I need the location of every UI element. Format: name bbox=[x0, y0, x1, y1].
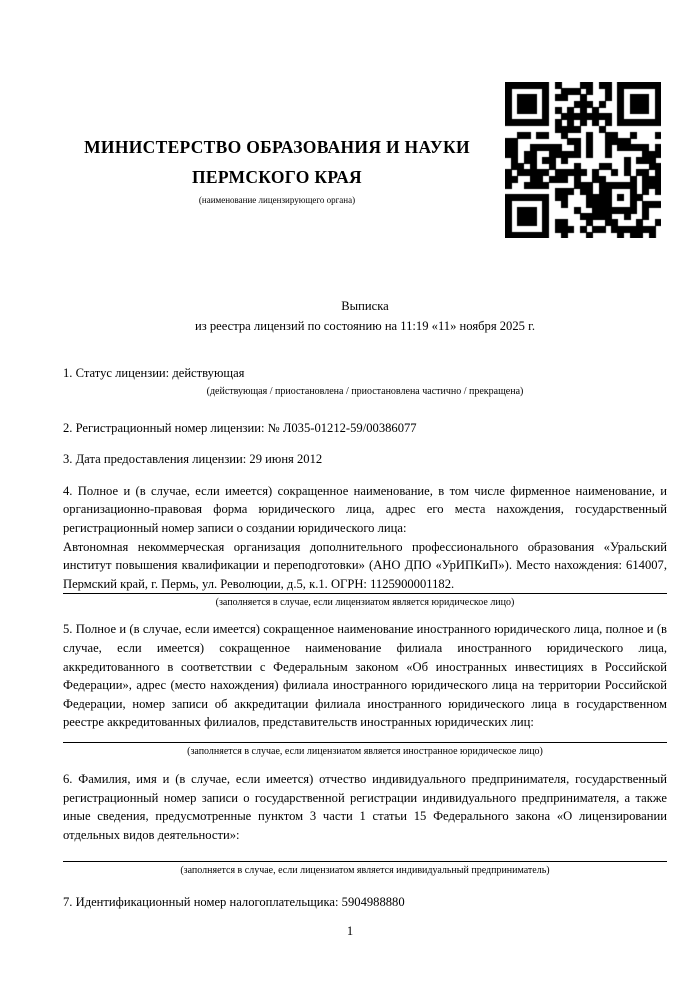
document-title-line1: Выписка bbox=[341, 299, 389, 313]
individual-entrepreneur-label: 6. Фамилия, имя и (в случае, если имеется) отчество индивидуального предпринимателя, государственный регистрационный номер записи о государственной регистрации индивидуального предпринимателя, а также иные сведения, предусмотренные пунктом 3 части 1 статьи 15 Федерального закона «О лицензировании отдельных видов деятельности»: bbox=[63, 771, 667, 842]
foreign-entity-caption: (заполняется в случае, если лицензиатом является иностранное юридическое лицо) bbox=[187, 745, 543, 757]
document-title-line2: из реестра лицензий по состоянию на 11:19 «11» ноября 2025 г. bbox=[194, 319, 535, 333]
licensing-authority-header bbox=[63, 132, 491, 207]
legal-entity-caption: (заполняется в случае, если лицензиатом является юридическое лицо) bbox=[215, 597, 515, 609]
foreign-entity-label: 5. Полное и (в случае, если имеется) сокращенное наименование иностранного юридического лица, полное и (в случае, если имеется) сокращенное наименование филиала иностранного юридического лица, аккредитованного в соответствии с Федеральным законом «Об иностранных инвестициях в Российской Федерации», адрес (место нахождения) филиала иностранного юридического лица на территории Российской Федерации, номер записи об аккредитации филиала иностранного юридического лица в государственном реестре аккредитованных филиалов, представительств иностранных юридических лиц: bbox=[63, 622, 667, 730]
page-number: 1 bbox=[346, 924, 354, 938]
individual-entrepreneur-caption: (заполняется в случае, если лицензиатом является индивидуальный предприниматель) bbox=[180, 865, 550, 877]
document-body bbox=[63, 296, 667, 912]
license-status-options-note: (действующая / приостановлена / приостановлена частично / прекращена) bbox=[206, 385, 524, 397]
legal-entity-label: 4. Полное и (в случае, если имеется) сокращенное наименование, в том числе фирменное наименование, и организационно-правовая форма юридического лица, адрес его места нахождения, государственный регистрационный номер записи о создании юридического лица: bbox=[63, 483, 667, 535]
license-status: 1. Статус лицензии: действующая bbox=[63, 366, 245, 380]
authority-caption: (наименование лицензирующего органа) bbox=[198, 195, 356, 205]
license-registration-number: 2. Регистрационный номер лицензии: № Л035-01212-59/00386077 bbox=[63, 420, 417, 435]
legal-entity-value: Автономная некоммерческая организация дополнительного профессионального образования «Уральский институт повышения квалификации и переподготовки» (АНО ДПО «УрИПКиП»). Место нахождения: 614007, Пермский край, г. Пермь, ул. Революции, д.5, к.1. ОГРН: 1125900001182. bbox=[63, 539, 667, 591]
license-grant-date: 3. Дата предоставления лицензии: 29 июня 2012 bbox=[63, 452, 323, 467]
document-title bbox=[63, 296, 667, 336]
authority-name-line2: ПЕРМСКОГО КРАЯ bbox=[192, 167, 362, 187]
qr-code-icon bbox=[505, 82, 661, 238]
taxpayer-id: 7. Идентификационный номер налогоплательщика: 5904988880 bbox=[63, 895, 405, 910]
authority-name-line1: МИНИСТЕРСТВО ОБРАЗОВАНИЯ И НАУКИ bbox=[84, 137, 470, 157]
